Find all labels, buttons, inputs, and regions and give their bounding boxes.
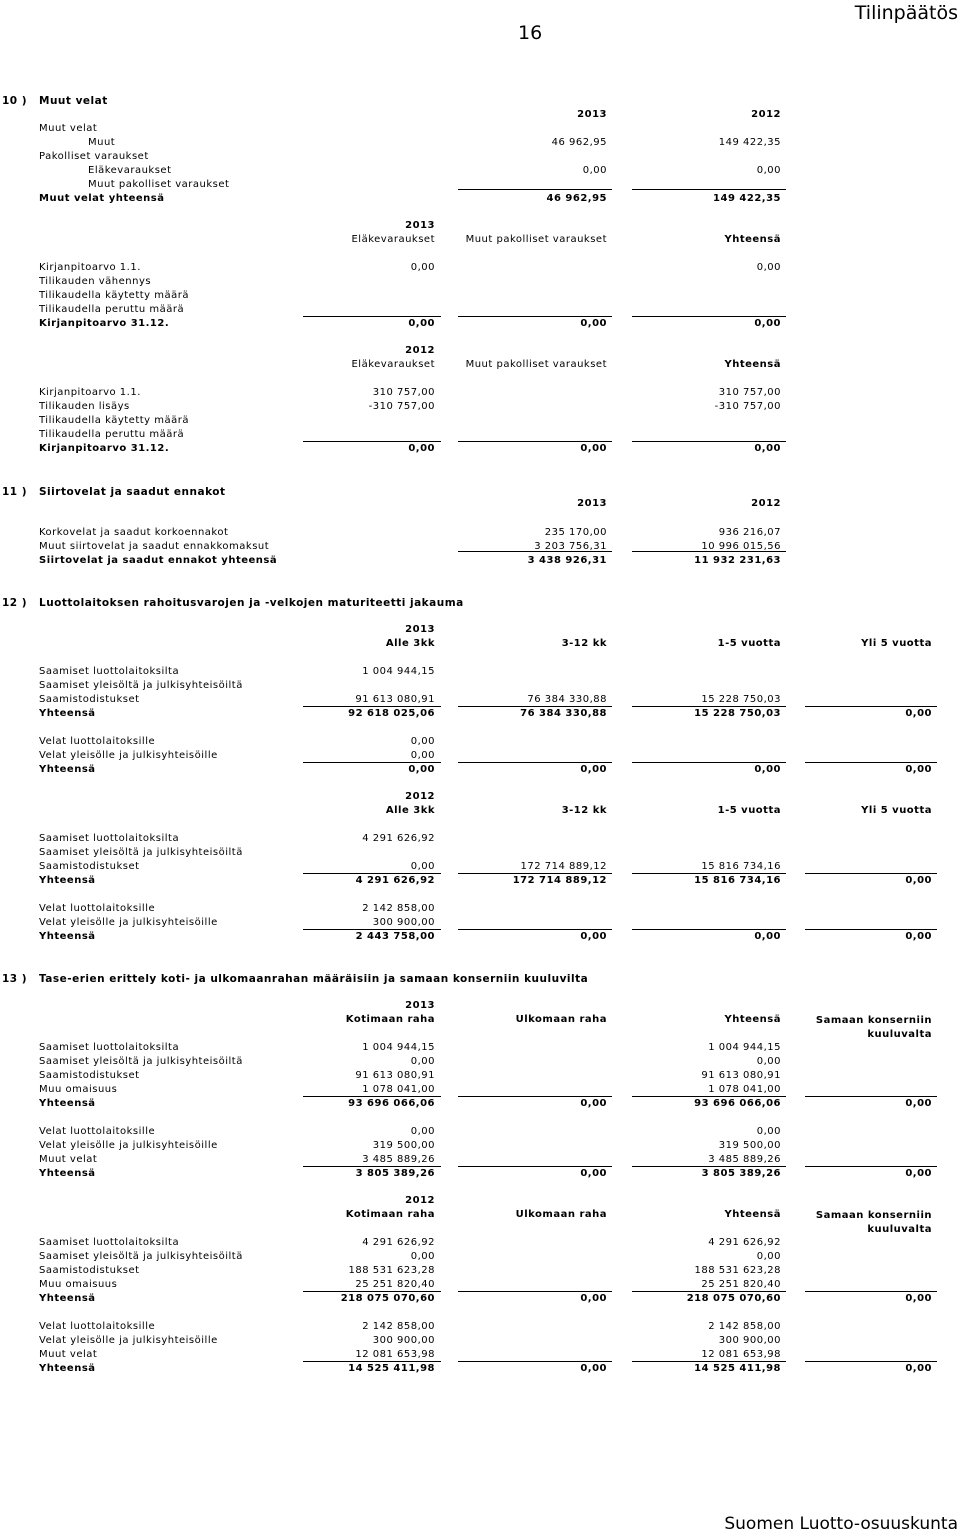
row-value: 25 251 820,40 <box>355 1279 435 1290</box>
row-value: 0,00 <box>580 1363 607 1374</box>
row-label: Tilikaudella käytetty määrä <box>39 415 189 426</box>
row-value: 0,00 <box>410 750 435 761</box>
column-header: Eläkevaraukset <box>351 359 435 370</box>
rule-line <box>805 1096 937 1097</box>
rule-line <box>805 929 937 930</box>
row-value: 2 142 858,00 <box>362 903 435 914</box>
row-value: 15 816 734,16 <box>701 861 781 872</box>
rule-line <box>303 441 441 442</box>
row-value: 0,00 <box>410 1251 435 1262</box>
row-label: Saamiset yleisöltä ja julkisyhteisöiltä <box>39 680 243 691</box>
row-label: Pakolliset varaukset <box>39 151 149 162</box>
row-value: 3 203 756,31 <box>534 541 607 552</box>
column-header: Muut pakolliset varaukset <box>465 234 607 245</box>
row-label: Yhteensä <box>39 708 96 719</box>
column-header: Alle 3kk <box>385 805 435 816</box>
row-label: Velat yleisölle ja julkisyhteisöille <box>39 917 218 928</box>
rule-line <box>632 1096 786 1097</box>
rule-line <box>303 929 441 930</box>
rule-line <box>632 929 786 930</box>
row-label: Kirjanpitoarvo 1.1. <box>39 262 141 273</box>
rule-line <box>303 1291 441 1292</box>
row-value: 14 525 411,98 <box>348 1363 435 1374</box>
rule-line <box>632 706 786 707</box>
row-value: 91 613 080,91 <box>701 1070 781 1081</box>
row-value: 4 291 626,92 <box>362 833 435 844</box>
row-label: Velat yleisölle ja julkisyhteisöille <box>39 750 218 761</box>
row-value: 15 816 734,16 <box>694 875 781 886</box>
row-value: 0,00 <box>410 1056 435 1067</box>
row-label: Saamiset yleisöltä ja julkisyhteisöiltä <box>39 1251 243 1262</box>
note-title: Siirtovelat ja saadut ennakot <box>39 486 226 498</box>
row-value: 93 696 066,06 <box>694 1098 781 1109</box>
row-label: Muut velat yhteensä <box>39 193 165 204</box>
row-value: 0,00 <box>756 262 781 273</box>
row-label: Velat yleisölle ja julkisyhteisöille <box>39 1335 218 1346</box>
row-value: 0,00 <box>410 1126 435 1137</box>
row-value: 188 531 623,28 <box>694 1265 781 1276</box>
column-header: Ulkomaan raha <box>515 1014 607 1025</box>
note-title: Tase-erien erittely koti- ja ulkomaanrahan määräisiin ja samaan konserniin kuuluvilta <box>39 973 589 985</box>
row-value: 0,00 <box>580 931 607 942</box>
row-value: 310 757,00 <box>372 387 435 398</box>
rule-line <box>458 762 612 763</box>
row-label: Tilikauden lisäys <box>39 401 130 412</box>
row-value: -310 757,00 <box>368 401 435 412</box>
row-label: Muu omaisuus <box>39 1084 118 1095</box>
row-label: Yhteensä <box>39 1293 96 1304</box>
row-value: 0,00 <box>905 1293 932 1304</box>
row-value: 936 216,07 <box>718 527 781 538</box>
column-header: Yhteensä <box>724 234 781 245</box>
row-value: 15 228 750,03 <box>701 694 781 705</box>
rule-line <box>805 706 937 707</box>
row-label: Yhteensä <box>39 1168 96 1179</box>
column-header: 3-12 kk <box>561 805 607 816</box>
row-label: Velat luottolaitoksille <box>39 1321 156 1332</box>
rule-line <box>458 706 612 707</box>
row-value: 1 004 944,15 <box>362 1042 435 1053</box>
row-label: Kirjanpitoarvo 31.12. <box>39 443 170 454</box>
row-value: 0,00 <box>905 1363 932 1374</box>
row-value: 0,00 <box>410 861 435 872</box>
column-header: 1-5 vuotta <box>717 638 781 649</box>
row-value: 0,00 <box>754 764 781 775</box>
row-label: Saamistodistukset <box>39 1265 140 1276</box>
column-header: Samaan konserniin kuuluvalta <box>815 1210 932 1235</box>
column-header: Yhteensä <box>724 1014 781 1025</box>
row-value: 0,00 <box>905 1098 932 1109</box>
row-value: 0,00 <box>905 1168 932 1179</box>
row-value: 1 078 041,00 <box>362 1084 435 1095</box>
column-year: 2013 <box>577 109 607 120</box>
row-value: 149 422,35 <box>713 193 781 204</box>
rule-line <box>458 1291 612 1292</box>
row-label: Saamiset luottolaitoksilta <box>39 1042 180 1053</box>
rule-line <box>632 441 786 442</box>
rule-line <box>632 762 786 763</box>
rule-line <box>303 316 441 317</box>
row-value: 300 900,00 <box>718 1335 781 1346</box>
row-value: 11 932 231,63 <box>694 555 781 566</box>
row-value: 4 291 626,92 <box>362 1237 435 1248</box>
row-value: 235 170,00 <box>544 527 607 538</box>
row-value: 0,00 <box>905 764 932 775</box>
column-header: Kotimaan raha <box>345 1209 435 1220</box>
column-header: 3-12 kk <box>561 638 607 649</box>
note-title: Muut velat <box>39 95 108 107</box>
rule-line <box>303 1166 441 1167</box>
row-value: 300 900,00 <box>372 917 435 928</box>
column-header: Muut pakolliset varaukset <box>465 359 607 370</box>
note-number: 12 ) <box>2 597 28 609</box>
rule-line <box>458 551 612 552</box>
row-label: Muu omaisuus <box>39 1279 118 1290</box>
row-label: Muut velat <box>39 123 98 134</box>
row-value: 91 613 080,91 <box>355 1070 435 1081</box>
row-label: Velat luottolaitoksille <box>39 903 156 914</box>
row-label: Korkovelat ja saadut korkoennakot <box>39 527 229 538</box>
rule-line <box>458 873 612 874</box>
column-header: Ulkomaan raha <box>515 1209 607 1220</box>
column-header: Yli 5 vuotta <box>861 638 932 649</box>
row-value: 0,00 <box>580 1098 607 1109</box>
row-value: 92 618 025,06 <box>348 708 435 719</box>
row-value: 46 962,95 <box>546 193 607 204</box>
row-label: Velat luottolaitoksille <box>39 1126 156 1137</box>
column-year: 2013 <box>577 498 607 509</box>
rule-line <box>805 762 937 763</box>
row-label: Yhteensä <box>39 1363 96 1374</box>
rule-line <box>458 1361 612 1362</box>
row-value: 4 291 626,92 <box>355 875 435 886</box>
row-value: 0,00 <box>408 318 435 329</box>
row-label: Siirtovelat ja saadut ennakot yhteensä <box>39 555 278 566</box>
row-value: 0,00 <box>580 1293 607 1304</box>
table-year: 2013 <box>405 220 435 231</box>
row-label: Muut velat <box>39 1154 98 1165</box>
row-value: 0,00 <box>905 931 932 942</box>
column-header: Yli 5 vuotta <box>861 805 932 816</box>
row-value: 188 531 623,28 <box>348 1265 435 1276</box>
column-header: Eläkevaraukset <box>351 234 435 245</box>
row-label: Saamistodistukset <box>39 1070 140 1081</box>
row-value: 0,00 <box>580 1168 607 1179</box>
row-label: Saamiset luottolaitoksilta <box>39 666 180 677</box>
column-header: 1-5 vuotta <box>717 805 781 816</box>
row-value: 0,00 <box>408 443 435 454</box>
rule-line <box>805 1291 937 1292</box>
row-value: 2 443 758,00 <box>355 931 435 942</box>
table-year: 2013 <box>405 1000 435 1011</box>
row-value: 172 714 889,12 <box>512 875 607 886</box>
row-value: 0,00 <box>754 318 781 329</box>
note-number: 10 ) <box>2 95 28 107</box>
rule-line <box>458 441 612 442</box>
row-value: 76 384 330,88 <box>527 694 607 705</box>
row-value: 0,00 <box>582 165 607 176</box>
row-label: Muut siirtovelat ja saadut ennakkomaksut <box>39 541 270 552</box>
row-label: Saamistodistukset <box>39 861 140 872</box>
row-value: 10 996 015,56 <box>701 541 781 552</box>
row-value: 91 613 080,91 <box>355 694 435 705</box>
rule-line <box>303 762 441 763</box>
rule-line <box>458 189 612 190</box>
row-value: 2 142 858,00 <box>708 1321 781 1332</box>
row-value: 0,00 <box>756 1251 781 1262</box>
row-value: 12 081 653,98 <box>355 1349 435 1360</box>
table-year: 2012 <box>405 791 435 802</box>
rule-line <box>632 873 786 874</box>
column-header: Samaan konserniin kuuluvalta <box>815 1015 932 1040</box>
row-label: Tilikaudella peruttu määrä <box>39 429 185 440</box>
row-value: 0,00 <box>408 764 435 775</box>
row-value: 2 142 858,00 <box>362 1321 435 1332</box>
table-year: 2013 <box>405 624 435 635</box>
row-value: 0,00 <box>905 708 932 719</box>
row-value: 25 251 820,40 <box>701 1279 781 1290</box>
rule-line <box>458 1096 612 1097</box>
row-value: 3 485 889,26 <box>708 1154 781 1165</box>
table-year: 2012 <box>405 1195 435 1206</box>
table-year: 2012 <box>405 345 435 356</box>
row-value: 4 291 626,92 <box>708 1237 781 1248</box>
row-value: 0,00 <box>756 1056 781 1067</box>
row-label: Velat luottolaitoksille <box>39 736 156 747</box>
row-value: 93 696 066,06 <box>348 1098 435 1109</box>
rule-line <box>303 706 441 707</box>
row-value: 218 075 070,60 <box>340 1293 435 1304</box>
rule-line <box>805 1361 937 1362</box>
row-label: Saamiset yleisöltä ja julkisyhteisöiltä <box>39 1056 243 1067</box>
row-label: Muut pakolliset varaukset <box>88 179 230 190</box>
footer-brand: Suomen Luotto-osuuskunta <box>724 1514 958 1534</box>
row-label: Saamiset yleisöltä ja julkisyhteisöiltä <box>39 847 243 858</box>
rule-line <box>805 873 937 874</box>
row-value: 15 228 750,03 <box>694 708 781 719</box>
row-value: -310 757,00 <box>714 401 781 412</box>
rule-line <box>458 929 612 930</box>
row-value: 0,00 <box>410 736 435 747</box>
row-value: 3 805 389,26 <box>355 1168 435 1179</box>
row-value: 0,00 <box>580 443 607 454</box>
column-year: 2012 <box>751 498 781 509</box>
row-value: 218 075 070,60 <box>686 1293 781 1304</box>
note-number: 11 ) <box>2 486 28 498</box>
row-value: 300 900,00 <box>372 1335 435 1346</box>
row-value: 149 422,35 <box>718 137 781 148</box>
row-value: 76 384 330,88 <box>520 708 607 719</box>
row-label: Eläkevaraukset <box>88 165 172 176</box>
row-label: Tilikaudella käytetty määrä <box>39 290 189 301</box>
row-value: 310 757,00 <box>718 387 781 398</box>
column-header: Kotimaan raha <box>345 1014 435 1025</box>
row-label: Tilikaudella peruttu määrä <box>39 304 185 315</box>
column-year: 2012 <box>751 109 781 120</box>
row-value: 172 714 889,12 <box>520 861 607 872</box>
row-value: 12 081 653,98 <box>701 1349 781 1360</box>
row-value: 0,00 <box>410 262 435 273</box>
row-value: 3 438 926,31 <box>527 555 607 566</box>
row-value: 0,00 <box>754 931 781 942</box>
note-title: Luottolaitoksen rahoitusvarojen ja -velkojen maturiteetti jakauma <box>39 597 464 609</box>
rule-line <box>458 316 612 317</box>
row-label: Yhteensä <box>39 1098 96 1109</box>
row-label: Saamiset luottolaitoksilta <box>39 833 180 844</box>
row-value: 3 805 389,26 <box>701 1168 781 1179</box>
row-label: Yhteensä <box>39 931 96 942</box>
page-number: 16 <box>518 22 543 44</box>
row-value: 1 004 944,15 <box>362 666 435 677</box>
row-value: 319 500,00 <box>372 1140 435 1151</box>
rule-line <box>632 1166 786 1167</box>
column-header: Yhteensä <box>724 359 781 370</box>
rule-line <box>303 1361 441 1362</box>
rule-line <box>632 189 786 190</box>
row-value: 0,00 <box>905 875 932 886</box>
row-label: Velat yleisölle ja julkisyhteisöille <box>39 1140 218 1151</box>
row-label: Yhteensä <box>39 875 96 886</box>
row-value: 0,00 <box>580 764 607 775</box>
rule-line <box>632 1291 786 1292</box>
row-value: 46 962,95 <box>551 137 607 148</box>
column-header: Yhteensä <box>724 1209 781 1220</box>
document-title: Tilinpäätös <box>854 2 958 24</box>
row-value: 1 078 041,00 <box>708 1084 781 1095</box>
row-value: 0,00 <box>756 165 781 176</box>
rule-line <box>458 1166 612 1167</box>
row-value: 1 004 944,15 <box>708 1042 781 1053</box>
row-value: 0,00 <box>754 443 781 454</box>
row-label: Saamistodistukset <box>39 694 140 705</box>
rule-line <box>632 316 786 317</box>
row-label: Muut <box>88 137 116 148</box>
note-number: 13 ) <box>2 973 28 985</box>
row-label: Saamiset luottolaitoksilta <box>39 1237 180 1248</box>
row-label: Yhteensä <box>39 764 96 775</box>
row-value: 0,00 <box>580 318 607 329</box>
column-header: Alle 3kk <box>385 638 435 649</box>
row-value: 3 485 889,26 <box>362 1154 435 1165</box>
rule-line <box>632 1361 786 1362</box>
rule-line <box>303 873 441 874</box>
row-label: Muut velat <box>39 1349 98 1360</box>
row-label: Kirjanpitoarvo 31.12. <box>39 318 170 329</box>
row-value: 14 525 411,98 <box>694 1363 781 1374</box>
rule-line <box>805 1166 937 1167</box>
row-value: 0,00 <box>756 1126 781 1137</box>
row-value: 319 500,00 <box>718 1140 781 1151</box>
row-label: Kirjanpitoarvo 1.1. <box>39 387 141 398</box>
rule-line <box>303 1096 441 1097</box>
row-label: Tilikauden vähennys <box>39 276 152 287</box>
rule-line <box>632 551 786 552</box>
